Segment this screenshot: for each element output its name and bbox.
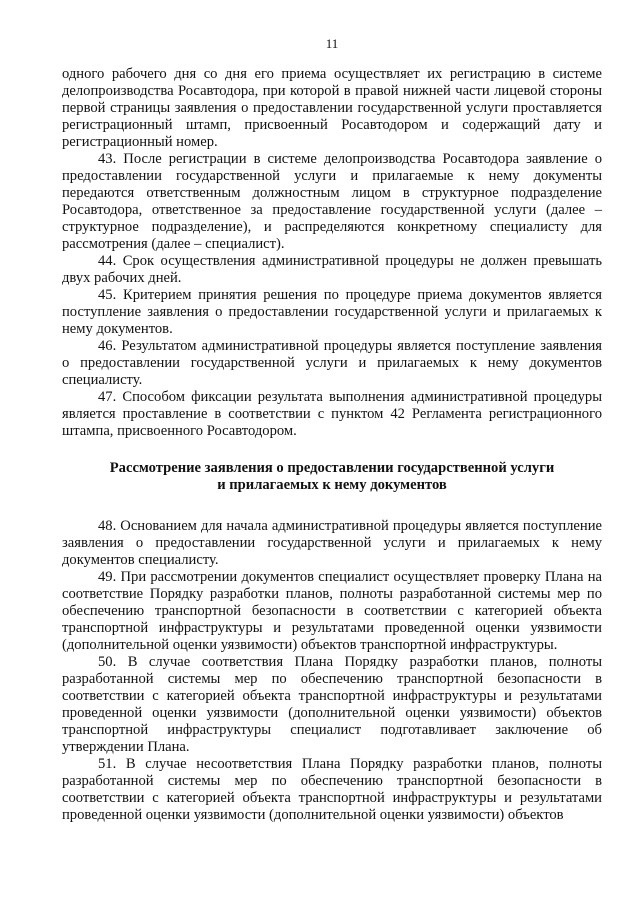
paragraph-51: 51. В случае несоответствия Плана Порядку разработки планов, полноты разработанной системы мер по обеспечению транспортной безопасности в соответствии с категорией объекта транспортной инфраструктуры и результатами проведенной оценки уязвимости (дополнительной оценки уязвимости) объектов: [62, 756, 602, 823]
page-number: 11: [325, 36, 339, 51]
section-heading: [62, 460, 602, 494]
paragraph-44: 44. Срок осуществления административной процедуры не должен превышать двух рабочих дней.: [62, 253, 602, 286]
paragraph-46: 46. Результатом административной процедуры является поступление заявления о предоставлении государственной услуги и прилагаемых к нему документов специалисту.: [62, 338, 602, 388]
paragraph-48: 48. Основанием для начала административной процедуры является поступление заявления о предоставлении государственной услуги и прилагаемых к нему документов специалисту.: [62, 518, 602, 568]
paragraph-45: 45. Критерием принятия решения по процедуре приема документов является поступление заявления о предоставлении государственной услуги и прилагаемых к нему документов.: [62, 287, 602, 337]
paragraph-47: 47. Способом фиксации результата выполнения административной процедуры является проставление в соответствии с пунктом 42 Регламента регистрационного штампа, присвоенного Росавтодором.: [62, 389, 602, 439]
section-heading-line-2: и прилагаемых к нему документов: [217, 477, 447, 493]
paragraph-49: 49. При рассмотрении документов специалист осуществляет проверку Плана на соответствие Порядку разработки планов, полноты разработанной системы мер по обеспечению транспортной безопасности в соответствии с категорией объекта транспортной инфраструктуры и результатами проведенной оценки уязвимости (дополнительной оценки уязвимости) объектов транспортной инфраструктуры.: [62, 569, 602, 653]
section-heading-line-1: Рассмотрение заявления о предоставлении государственной услуги: [109, 460, 555, 476]
paragraph-continuation: одного рабочего дня со дня его приема осуществляет их регистрацию в системе делопроизводства Росавтодора, при которой в правой нижней части лицевой стороны первой страницы заявления о предоставлении государственной услуги проставляется регистрационный штамп, присвоенный Росавтодором и содержащий дату и регистрационный номер.: [62, 66, 602, 150]
paragraph-50: 50. В случае соответствия Плана Порядку разработки планов, полноты разработанной системы мер по обеспечению транспортной безопасности в соответствии с категорией объекта транспортной инфраструктуры и результатами проведенной оценки уязвимости (дополнительной оценки уязвимости) объектов транспортной инфраструктуры специалист подготавливает заключение об утверждении Плана.: [62, 654, 602, 755]
paragraph-43: 43. После регистрации в системе делопроизводства Росавтодора заявление о предоставлении государственной услуги и прилагаемые к нему документы передаются ответственным должностным лицом в структурное подразделение Росавтодора, ответственное за предоставление государственной услуги (далее – структурное подразделение), и распределяются конкретному специалисту для рассмотрения (далее – специалист).: [62, 151, 602, 252]
